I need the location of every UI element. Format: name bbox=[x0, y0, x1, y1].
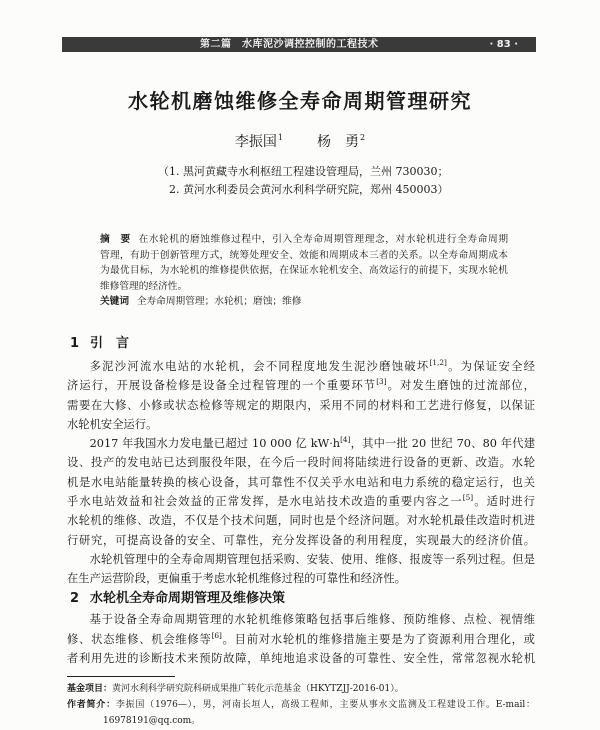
section-heading bbox=[70, 335, 129, 353]
citation-ref: [5] bbox=[462, 493, 474, 503]
funding-note bbox=[67, 681, 535, 697]
text-segment: 。为保证安全经 bbox=[446, 360, 535, 373]
author-email: 16978191@qq.com。 bbox=[103, 716, 201, 726]
section-title: 水轮机全寿命周期管理及维修决策 bbox=[90, 591, 286, 606]
text-segment: 多泥沙河流水电站的水轮机，会不同程度地发生泥沙磨蚀破坏 bbox=[89, 360, 430, 373]
text-line: 水轮机管理中的全寿命周期管理包括采购、安装、使用、维修、报废等一系列过程。但是 bbox=[89, 552, 535, 566]
section-number: 2 bbox=[70, 591, 80, 606]
text-line: 水轮机的维修、改造，不仅是个技术问题，同时也是个经济问题。对水轮机最佳改造时机进 bbox=[67, 514, 535, 528]
footnote-rule bbox=[67, 676, 175, 677]
abstract-line bbox=[100, 232, 508, 248]
footnotes bbox=[67, 681, 535, 729]
text-line: 需要在大修、小修或状态检修等规定的期限内，采用不同的材料和工艺进行修复，以保证 bbox=[67, 398, 535, 412]
keywords-text: 全寿命周期管理；水轮机；磨蚀；维修 bbox=[136, 296, 302, 307]
keywords-label: 关键词 bbox=[100, 296, 130, 307]
page-number: · 83 · bbox=[489, 39, 518, 50]
author-name: 杨 勇 bbox=[317, 134, 359, 150]
text-line bbox=[67, 357, 535, 376]
paper-title: 水轮机磨蚀维修全寿命周期管理研究 bbox=[128, 89, 472, 113]
citation-ref: [1,2] bbox=[429, 358, 447, 368]
running-header-section: 第二篇 水库泥沙调控控制的工程技术 bbox=[200, 39, 379, 50]
text-line bbox=[67, 630, 535, 650]
abstract-line: 管理，有助于创新管理方式，统筹处理安全、效能和周期成本三者的关系。以全寿命周期成本 bbox=[100, 249, 508, 261]
affiliation-mark: 2 bbox=[360, 133, 366, 143]
author-name: 李振国 bbox=[234, 134, 277, 150]
text-segment: ，其中一批 20 世纪 70、80 年代建 bbox=[350, 437, 535, 451]
text-segment: 。对发生磨蚀的过流部位， bbox=[386, 379, 535, 393]
section-body bbox=[67, 357, 535, 589]
abstract bbox=[100, 232, 508, 295]
funding-label: 基金项目： bbox=[67, 684, 113, 694]
author-bio-text: 李振国（1976—），男，河南长垣人，高级工程师，主要从事水文监测及工程建设工作。E-mail： bbox=[115, 700, 535, 710]
author-bio-label: 作者简介： bbox=[67, 700, 116, 710]
funding-text: 黄河水利科学研究院科研成果推广转化示范基金（HKYTZJJ-2016-01）。 bbox=[112, 684, 404, 694]
section-heading bbox=[70, 590, 285, 608]
abstract-line: 为最优目标，为水轮机的维修提供依据，在保证水轮机安全、高效运行的前提下，实现水轮机 bbox=[100, 265, 508, 277]
text-line: 机是水电站能量转换的核心设备，其可靠性不仅关乎水电站和电力系统的稳定运行，也关 bbox=[67, 475, 535, 489]
abstract-label: 摘 要 bbox=[100, 234, 131, 245]
text-line bbox=[67, 376, 535, 395]
text-segment: 修、状态维修、机会维修等 bbox=[67, 632, 212, 646]
text-line: 水轮机安全运行。 bbox=[67, 417, 158, 431]
text-segment: 。目前对水轮机的维修措施主要是为了资源利用合理化，或 bbox=[221, 632, 535, 646]
abstract-text: 在水轮机的磨蚀维修过程中，引入全寿命周期管理理念，对水轮机进行全寿命周期 bbox=[138, 234, 509, 245]
citation-ref: [6] bbox=[211, 630, 222, 640]
text-line bbox=[67, 492, 535, 511]
running-header bbox=[62, 37, 536, 52]
citation-ref: [3] bbox=[376, 377, 387, 387]
text-line: 设、投产的发电站已达到服役年限，在今后一段时间将陆续进行设备的更新、改造。水轮 bbox=[67, 456, 535, 470]
paragraph bbox=[67, 357, 535, 434]
text-segment: 2017 年我国水力发电量已超过 10 000 亿 kW·h bbox=[89, 437, 341, 451]
text-line: 者利用先进的诊断技术来预防故障，单纯地追求设备的可靠性、安全性，常常忽视水轮机 bbox=[67, 652, 535, 665]
affiliation-mark: 1 bbox=[277, 133, 283, 143]
text-segment: 。适时进行 bbox=[473, 495, 535, 509]
text-line: 在生产运营阶段，更偏重于考虑水轮机维修过程的可靠性和经济性。 bbox=[67, 572, 406, 586]
text-segment: 济运行，开展设备检修是设备全过程管理的一个重要环节 bbox=[67, 379, 377, 393]
affiliations bbox=[158, 163, 448, 199]
abstract-line: 维修管理的经济性。 bbox=[100, 281, 188, 293]
keywords bbox=[100, 294, 302, 310]
text-line bbox=[67, 434, 535, 453]
author-bio-note bbox=[67, 697, 535, 713]
affiliation-line: （1. 黑河黄藏寺水利枢纽工程建设管理局，兰州 730030； bbox=[158, 165, 449, 178]
paragraph bbox=[67, 434, 535, 550]
section-number: 1 bbox=[70, 336, 80, 351]
affiliation-line: 2. 黄河水利委员会黄河水利科学研究院，郑州 450003） bbox=[169, 183, 449, 196]
text-segment: 乎水电站效益和社会效益的正常发挥，是水电站技术改造的重要内容之一 bbox=[67, 495, 463, 509]
paragraph bbox=[67, 610, 535, 669]
author-list bbox=[0, 132, 600, 152]
text-line: 行研究，可提高设备的安全、可靠性，充分发挥设备的利用程度，实现最大的经济价值。 bbox=[67, 533, 535, 547]
author bbox=[235, 134, 283, 150]
text-line: 基于设备全寿命周期管理的水轮机维修策略包括事后维修、预防维修、点检、视情维 bbox=[89, 613, 535, 626]
paragraph bbox=[67, 550, 535, 589]
section-body bbox=[67, 610, 535, 669]
author bbox=[317, 134, 365, 150]
citation-ref: [4] bbox=[340, 435, 351, 445]
section-title: 引 言 bbox=[90, 336, 130, 351]
